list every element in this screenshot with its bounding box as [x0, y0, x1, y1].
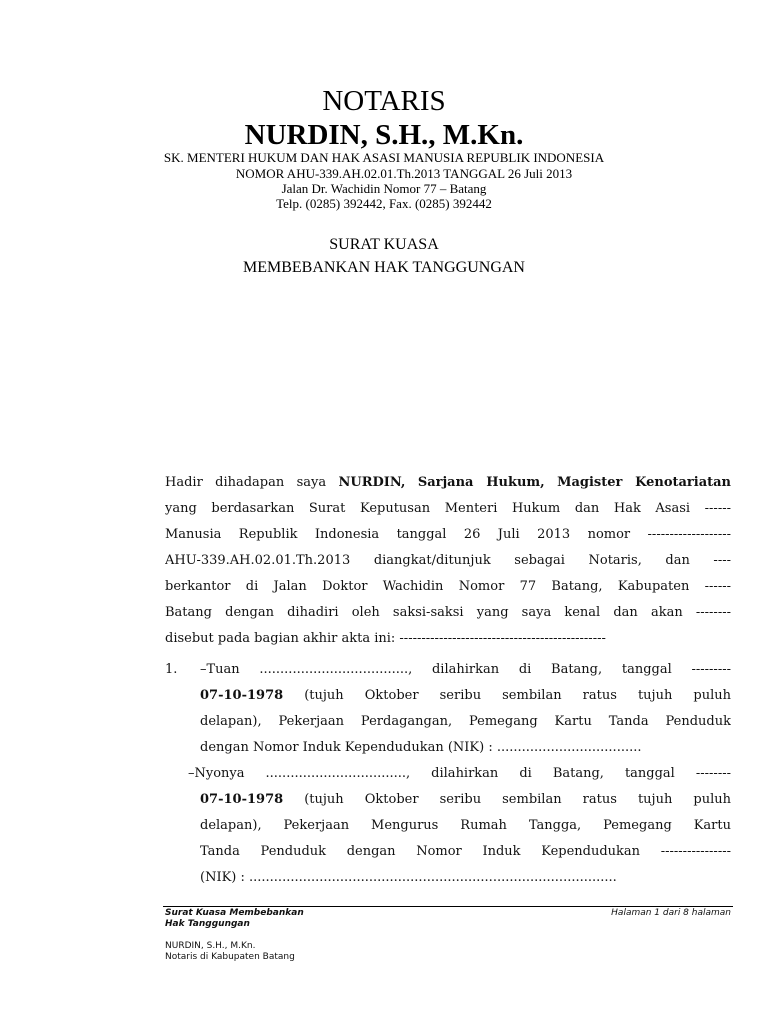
notary-title-bold: Sarjana Hukum: [417, 475, 541, 490]
opening-line-4: AHU-339.AH.02.01.Th.2013 diangkat/ditunjuk sebagai Notaris, dan ----: [165, 553, 731, 568]
document-title: SURAT KUASA: [329, 236, 439, 253]
opening-line-1: Hadir dihadapan saya NURDIN, Sarjana Hukum, Magister Kenotariatan: [165, 475, 731, 490]
header-address: Jalan Dr. Wachidin Nomor 77 – Batang: [281, 181, 487, 196]
opening-line-2: yang berdasarkan Surat Keputusan Menteri Hukum dan Hak Asasi ------: [165, 501, 731, 516]
party-nyonya-line-9: (NIK) : .........................................................................................: [200, 870, 617, 885]
party-number: 1.: [165, 662, 178, 677]
document-subtitle: MEMBEBANKAN HAK TANGGUNGAN: [243, 259, 525, 276]
footer-page-number: Halaman 1 dari 8 halaman: [611, 908, 731, 918]
party-1-block: [165, 657, 731, 891]
party-tuan-line-3: delapan), Pekerjaan Perdagangan, Pemegang Kartu Tanda Penduduk: [200, 714, 731, 729]
footer-document-name: Surat Kuasa Membebankan Hak Tanggungan: [165, 908, 304, 929]
party-tuan-date-line: 07-10-1978 (tujuh Oktober seribu sembilan ratus tujuh puluh: [200, 688, 731, 703]
tuan-birth-date: 07-10-1978: [200, 688, 284, 703]
header-notary-name: NURDIN, S.H., M.Kn.: [244, 119, 524, 151]
party-nyonya-line-7: delapan), Pekerjaan Mengurus Rumah Tangga, Pemegang Kartu: [200, 818, 731, 833]
header-sk: SK. MENTERI HUKUM DAN HAK ASASI MANUSIA REPUBLIK INDONESIA: [163, 150, 605, 165]
opening-line-7: disebut pada bagian akhir akta ini: -----------------------------------------------: [165, 631, 606, 646]
party-nyonya-line-8: Tanda Penduduk dengan Nomor Induk Kependudukan ----------------: [200, 844, 731, 859]
opening-line-6: Batang dengan dihadiri oleh saksi-saksi yang saya kenal dan akan --------: [165, 605, 731, 620]
header-nomor: NOMOR AHU-339.AH.02.01.Th.2013 TANGGAL 26 Juli 2013: [235, 166, 573, 181]
notary-title2-bold: Magister Kenotariatan: [557, 475, 731, 490]
notary-name-bold: NURDIN: [338, 475, 401, 490]
party-tuan-line-4: dengan Nomor Induk Kependudukan (NIK) : ...................................: [200, 740, 642, 755]
footer-notary: NURDIN, S.H., M.Kn. Notaris di Kabupaten Batang: [165, 941, 295, 962]
header-phone: Telp. (0285) 392442, Fax. (0285) 392442: [276, 196, 492, 211]
opening-line-3: Manusia Republik Indonesia tanggal 26 Juli 2013 nomor -------------------: [165, 527, 731, 542]
header-office: NOTARIS: [322, 85, 446, 117]
party-nyonya-line: –Nyonya .................................., dilahirkan di Batang, tanggal --------: [188, 766, 731, 781]
party-nyonya-date-line: 07-10-1978 (tujuh Oktober seribu sembilan ratus tujuh puluh: [200, 792, 731, 807]
footer-divider: [163, 906, 733, 907]
opening-line-5: berkantor di Jalan Doktor Wachidin Nomor 77 Batang, Kabupaten ------: [165, 579, 731, 594]
party-tuan-line: –Tuan ...................................., dilahirkan di Batang, tanggal ---------: [200, 662, 731, 677]
nyonya-birth-date: 07-10-1978: [200, 792, 284, 807]
opening-paragraph: [165, 470, 731, 652]
